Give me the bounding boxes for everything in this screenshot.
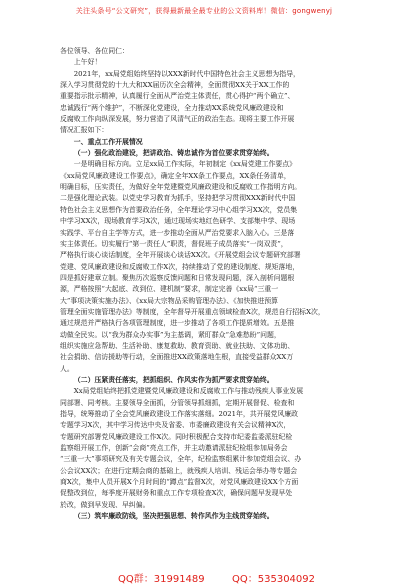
body-line: 忠诚践行“两个维护”，不断深化党建设，全力推动XX系统党风廉政建设和 (60, 103, 284, 112)
body-line: 促整改到位，每季度开展财务和重点工作专项检查X次，确保问题早发现早处 (60, 489, 293, 498)
section-heading: 一、重点工作开展情况 (73, 137, 143, 146)
body-line: 一是明确目标方向。立足xx局工作实际，年初制定《xx局党建工作要点》 (73, 160, 297, 169)
body-line: Xx局党组始终把抓党建暨党风廉政建设和反腐败工作与推动残疾人事业发展 (73, 387, 304, 396)
body-line: 反腐败工作向纵深发展，努力营造了风清气正的政治生态。现将主要工作开展 (60, 115, 295, 124)
section-heading: （一）强化政治建设，把讲政治、铸忠诚作为首位要求贯穿始终。 (73, 149, 274, 158)
body-line: 通过规范并严格执行各项管理制度，进一步推动了各项工作提质增效。五是推 (60, 319, 295, 328)
body-line: 同部署、同考核。主要领导全面抓，分管领导抓细抓，定期开展督促、检查和 (60, 398, 295, 407)
body-line: 专题学习X次，其中学习传达中央及省委、市委廉政建设有关会议精神X次， (60, 421, 291, 430)
section-heading: （三）筑牢廉政防线，坚决把强思想、转作风作为主线贯穿始终。 (73, 512, 274, 521)
body-line: 实主体责任。切实履行“第一责任人”职责，督促班子成员落实“一岗双责”， (60, 239, 288, 248)
body-line: 管理全面实施管理办法》等制度，全年督导开展重点领域检查X次，规范自行招标X次， (60, 307, 325, 316)
document-body (60, 46, 356, 522)
body-line: 深入学习贯彻党的十九大和XX届历次全会精神，全面贯彻XX关于XX工作的 (60, 81, 290, 90)
body-line: 公会议XX次；在进行定期会商的基础上，就残疾人培训、残运会举办等专题会 (60, 466, 298, 475)
body-line: 特色社会主义思想作为首要政治任务，全年理论学习中心组学习XX次，党员集 (60, 205, 298, 214)
body-line: 四是抓好建章立制。聚焦历次巡察反馈问题和日常发现问题，深入剖析问题根 (60, 273, 295, 282)
body-line: 监察组开展工作，创新“会商”亮点工作，并主动邀请派驻纪检组参加局务会 (60, 444, 288, 453)
body-line: 源，严格按照“大起底、改到位、建机制”要求，制定完善《xx局“三重一 (60, 285, 279, 294)
body-line: 商X次，集中人员开展X个月时间的“蹲点”监督X次，对党风廉政建设XX个方面 (60, 478, 299, 487)
body-line: 上午好！ (73, 58, 102, 67)
body-line: 各位领导、各位同仁： (60, 47, 129, 55)
body-line: 大”事项决策实施办法》、《xx局大宗物品采购管理办法》、《加快推进预算 (60, 296, 278, 305)
body-line: 《xx局党风廉政建设工作要点》，确定全年XX条工作要点，XX条任务清单， (60, 171, 291, 180)
body-line: 组织实施应急帮助、生活补助、康复救助、教育资助、就业扶助、文体功助、 (60, 341, 295, 350)
body-line: 党建、党风廉政建设和反腐败工作X次，持续推动了党的建设制度、规矩落地， (60, 262, 300, 271)
header-banner: 关注头条号“公文研究”，获得最新最全最专业的公文资料库！微信：gongwenyj (75, 7, 333, 15)
body-line: 中学习XX次，现场教育学习X次，通过现场实地红色研学、支部集中学、现场 (60, 217, 296, 226)
body-line: 社会捐助、信访援助等行动，全面推进XX政策落地生根，直接受益群众XX万 (60, 353, 294, 362)
body-line: 於改，做到早发现、早纠偏。 (60, 500, 150, 509)
body-line: 严格执行谈心谈话制度，全年开展谈心谈话XX次。《开展党组会议专题研究部署 (60, 251, 301, 260)
body-line: 重要指示批示精神，认真履行全面从严治党主体责任，贯心得护“两个确立”、 (60, 92, 295, 101)
footer-qq-number: QQ：535304092 (232, 574, 316, 585)
body-line: 明确目标，压实责任，为做好全年党建暨党风廉政建设和反腐败工作指明方向。 (60, 183, 302, 192)
body-line: 2021年，xx局党组始终坚持以XXX新时代中国特色社会主义思想为指导， (73, 69, 300, 78)
body-line: 人。 (60, 364, 74, 373)
body-line: 动做全民实。以“我为群众办实事”为主基调，紧盯群众“急难愁盼”问题， (60, 330, 281, 339)
body-line: 指导，统筹推动了全会党风廉政建设工作落实落细。2021年，共开展党风廉政 (60, 410, 299, 418)
body-line: “三重一大”事项研究及有关专题会议，全年，纪检监察组累计参加党组会议、办 (60, 455, 302, 464)
body-line: 二是强化理论武装。以党史学习教育为抓手，坚持把学习贯彻XXX新时代中国 (60, 194, 296, 203)
section-heading: （二）压紧责任落实，把抓组织、作风实作为抓严要求贯穿始终。 (73, 375, 274, 384)
body-line: 专题研究部署党风廉政建设工作X次。同时积极配合支持市纪委监委派驻纪检 (60, 432, 293, 441)
footer-qq-group: QQ群：31991489 (118, 574, 205, 585)
body-line: 实践学、平台自主学等方式，进一步推动全面从严治党要求入脑入心。三是落 (60, 228, 295, 237)
body-line: 情况汇报如下： (60, 126, 109, 135)
